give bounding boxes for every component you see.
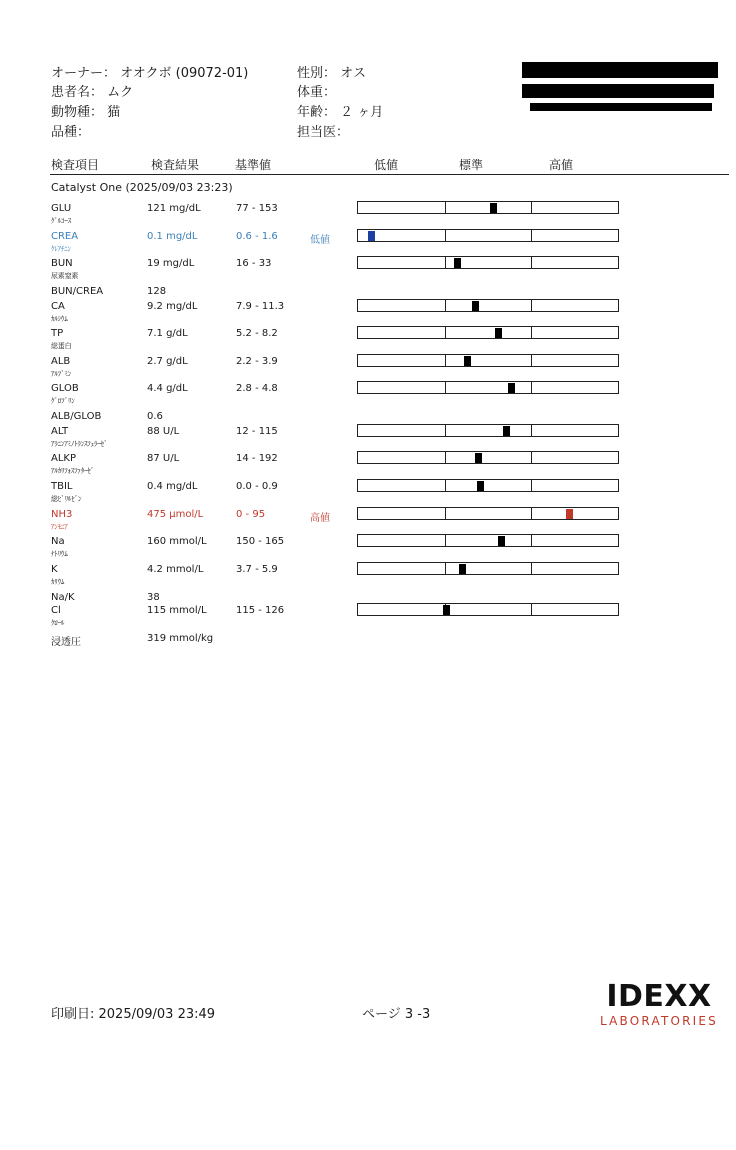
range-marker [472,301,479,311]
range-bar [357,534,619,547]
test-subname: ｸﾞﾙｺｰｽ [51,217,71,225]
test-reference: 115 - 126 [236,605,285,616]
range-divider [531,300,532,311]
result-row [0,605,736,631]
test-name: TBIL [51,481,73,492]
idexx-logo [586,980,732,1030]
test-subname: ｶﾙｼｳﾑ [51,315,68,323]
range-divider [445,382,446,393]
test-reference: 150 - 165 [236,536,285,547]
range-divider [445,480,446,491]
range-marker [508,383,515,393]
test-subname: ｸﾞﾛﾌﾞﾘﾝ [51,397,75,405]
range-divider [531,230,532,241]
test-reference: 0.6 - 1.6 [236,231,278,242]
test-result: 160 mmol/L [147,536,207,547]
range-marker [503,426,510,436]
age-label: 年齢： [297,105,337,120]
test-subname: ｸﾛｰﾙ [51,619,65,627]
range-divider [445,202,446,213]
range-marker [495,328,502,338]
range-divider [531,382,532,393]
test-subname: ｱﾗﾆﾝｱﾐﾉﾄﾗﾝｽﾌｪﾗｰｾﾞ [51,440,108,448]
range-bar [357,562,619,575]
test-result: 128 [147,286,167,297]
breed-label: 品種： [51,125,91,140]
range-divider [531,604,532,615]
test-flag: 低値 [310,235,330,246]
range-bar [357,201,619,214]
result-row [0,258,736,284]
sex-label: 性別： [297,66,337,81]
result-row [0,328,736,354]
range-divider [445,425,446,436]
test-reference: 12 - 115 [236,426,278,437]
range-bar [357,507,619,520]
test-subname: ｶﾘｳﾑ [51,578,65,586]
test-result: 319 mmol/kg [147,633,214,644]
test-reference: 3.7 - 5.9 [236,564,278,575]
test-result: 88 U/L [147,426,180,437]
test-name: CA [51,301,65,312]
test-name: ALB [51,356,71,367]
patient-value: ムク [107,85,134,100]
range-marker [566,509,573,519]
result-row [0,383,736,409]
test-subname: ｸﾚｱﾁﾆﾝ [51,245,71,253]
test-result: 87 U/L [147,453,180,464]
test-result: 19 mg/dL [147,258,195,269]
result-row [0,356,736,382]
test-name: Cl [51,605,61,616]
range-divider [445,257,446,268]
test-name: 浸透圧 [51,637,81,648]
result-row [0,564,736,590]
range-bar [357,299,619,312]
range-divider [445,355,446,366]
result-row [0,536,736,562]
range-bar [357,424,619,437]
test-subname: ｱﾙｶﾘﾌｫｽﾌｧﾀｰｾﾞ [51,467,95,475]
result-row [0,203,736,229]
result-row [0,231,736,257]
test-result: 2.7 g/dL [147,356,188,367]
range-bar [357,256,619,269]
test-flag: 高値 [310,513,330,524]
range-divider [445,508,446,519]
range-bar [357,451,619,464]
test-result: 7.1 g/dL [147,328,188,339]
col-reference: 基準値 [235,158,272,172]
range-marker [475,453,482,463]
col-high: 高値 [549,158,574,172]
test-reference: 0 - 95 [236,509,266,520]
range-divider [531,563,532,574]
range-divider [445,535,446,546]
result-row [0,633,736,659]
test-reference: 16 - 33 [236,258,272,269]
col-low: 低値 [374,158,399,172]
test-name: TP [51,328,64,339]
test-result: 475 μmol/L [147,509,204,520]
result-row [0,509,736,535]
test-result: 4.2 mmol/L [147,564,204,575]
range-marker [498,536,505,546]
test-reference: 2.2 - 3.9 [236,356,278,367]
test-result: 4.4 g/dL [147,383,188,394]
result-row [0,481,736,507]
range-marker [490,203,497,213]
test-name: NH3 [51,509,73,520]
range-divider [445,230,446,241]
test-name: GLOB [51,383,79,394]
range-marker [459,564,466,574]
range-marker [443,605,450,615]
range-divider [531,535,532,546]
sex-value: オス [340,66,367,81]
test-name: ALT [51,426,69,437]
weight-label: 体重： [297,85,337,100]
range-divider [445,300,446,311]
range-divider [445,327,446,338]
col-normal: 標準 [459,158,484,172]
species-value: 猫 [107,105,121,120]
test-result: 0.1 mg/dL [147,231,198,242]
range-marker [454,258,461,268]
doctor-label: 担当医： [297,125,350,140]
test-subname: 尿素窒素 [51,272,79,280]
test-result: 9.2 mg/dL [147,301,198,312]
range-divider [531,355,532,366]
range-divider [531,202,532,213]
range-divider [531,257,532,268]
test-name: BUN [51,258,73,269]
patient-label: 患者名： [51,85,104,100]
owner-value: オオクボ (09072-01) [120,66,249,81]
test-result: 121 mg/dL [147,203,201,214]
range-divider [445,563,446,574]
range-divider [531,425,532,436]
range-bar [357,229,619,242]
print-date: 印刷日: 2025/09/03 23:49 [51,1007,216,1022]
test-reference: 5.2 - 8.2 [236,328,278,339]
result-row [0,301,736,327]
range-bar [357,479,619,492]
test-reference: 14 - 192 [236,453,278,464]
test-reference: 2.8 - 4.8 [236,383,278,394]
test-name: GLU [51,203,72,214]
test-result: 0.6 [147,411,163,422]
test-subname: ｱﾝﾓﾆｱ [51,523,68,531]
test-subname: ｱﾙﾌﾞﾐﾝ [51,370,71,378]
test-name: CREA [51,231,79,242]
test-subname: 総ﾋﾞﾘﾙﾋﾞﾝ [51,495,82,503]
logo-wordmark: IDEXX [606,980,712,1014]
range-bar [357,354,619,367]
test-name: ALKP [51,453,76,464]
section-title: Catalyst One (2025/09/03 23:23) [51,181,233,194]
test-name: Na [51,536,65,547]
col-result: 検査結果 [151,158,200,172]
range-marker [464,356,471,366]
test-subname: 総蛋白 [51,342,72,350]
test-reference: 0.0 - 0.9 [236,481,278,492]
range-marker [368,231,375,241]
species-label: 動物種： [51,105,104,120]
age-value: ２ ヶ月 [340,105,384,120]
test-result: 38 [147,592,160,603]
owner-label: オーナー： [51,66,117,81]
result-row [0,426,736,452]
range-divider [531,480,532,491]
result-row [0,453,736,479]
range-bar [357,326,619,339]
col-item: 検査項目 [51,158,100,172]
test-name: ALB/GLOB [51,411,102,422]
test-result: 0.4 mg/dL [147,481,198,492]
test-name: BUN/CREA [51,286,104,297]
range-divider [445,452,446,463]
range-bar [357,381,619,394]
test-result: 115 mmol/L [147,605,207,616]
test-name: Na/K [51,592,75,603]
page-number: ページ 3 -3 [362,1007,431,1022]
range-divider [531,508,532,519]
test-name: K [51,564,58,575]
range-divider [531,327,532,338]
range-marker [477,481,484,491]
test-reference: 77 - 153 [236,203,278,214]
range-divider [531,452,532,463]
logo-tagline: LABORATORIES [599,1014,719,1028]
test-reference: 7.9 - 11.3 [236,301,285,312]
range-bar [357,603,619,616]
test-subname: ﾅﾄﾘｳﾑ [51,550,68,558]
